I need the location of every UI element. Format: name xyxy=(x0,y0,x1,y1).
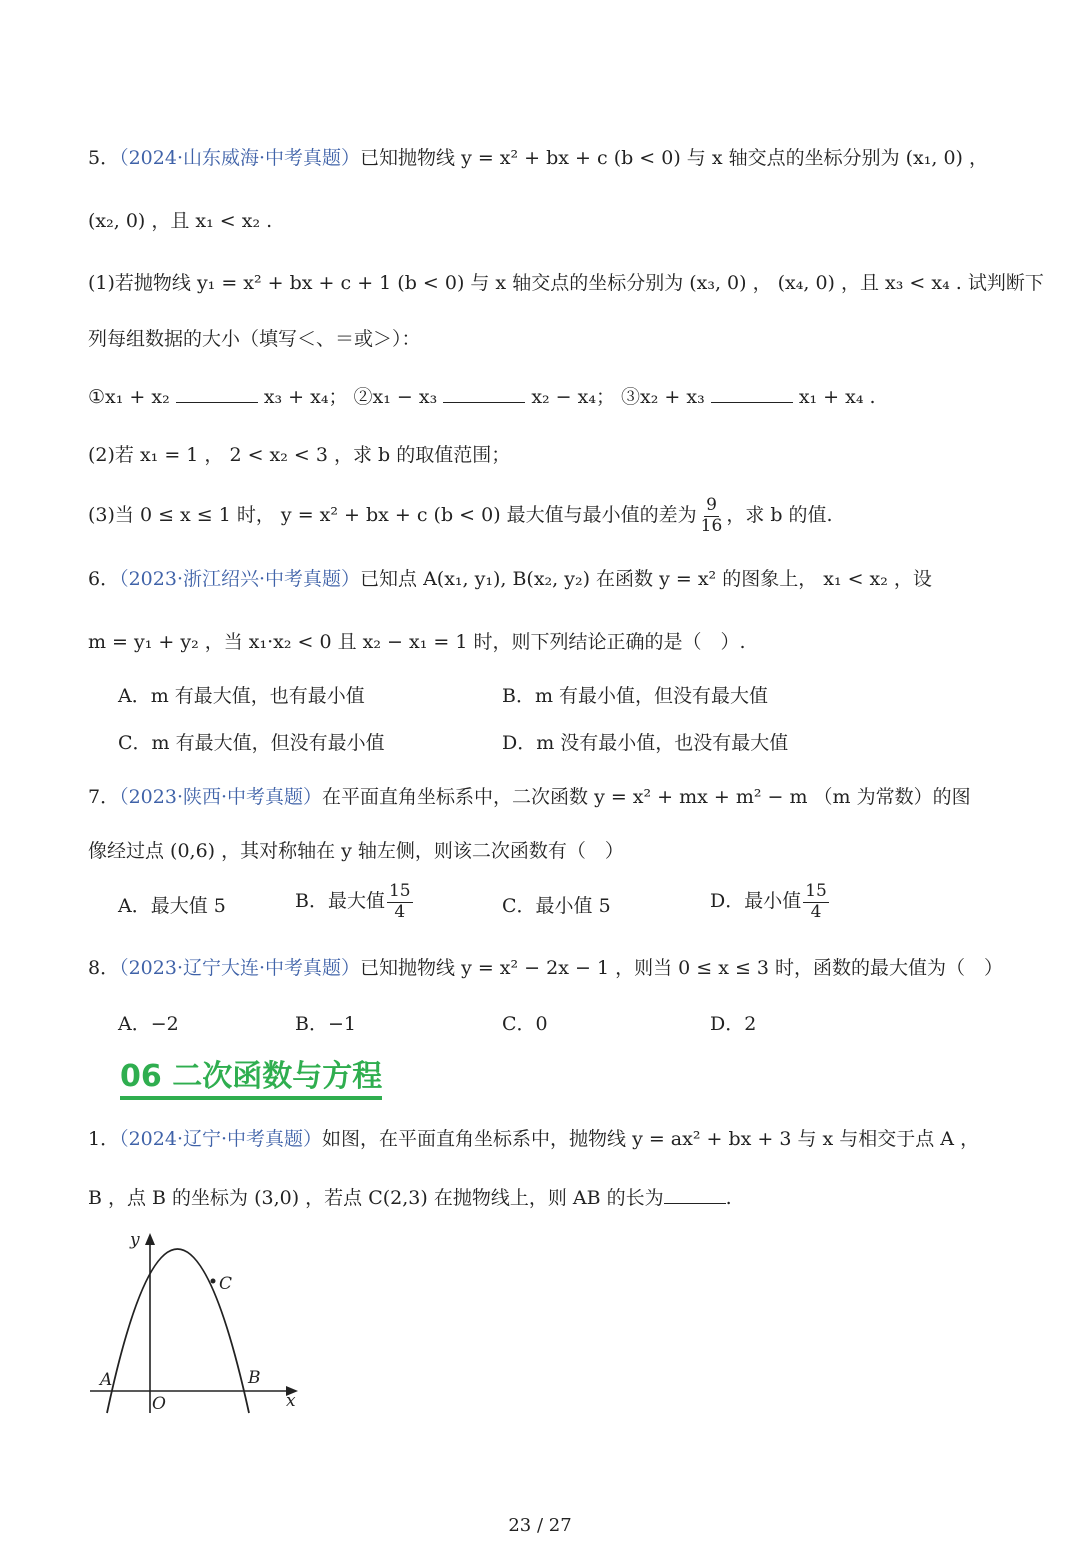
fraction-denominator: 4 xyxy=(810,901,822,922)
label-b: B xyxy=(248,1368,261,1388)
fraction-numerator: 9 xyxy=(706,495,717,515)
s1-number: 1． xyxy=(88,1128,120,1150)
item1-right: x₃ + x₄； xyxy=(263,386,348,408)
s1-source: （2024·辽宁·中考真题） xyxy=(119,1128,323,1150)
section-title: 06 二次函数与方程 xyxy=(120,1060,382,1100)
q8-option-a[interactable]: A．−2 xyxy=(118,1013,179,1035)
q5-line-1 xyxy=(88,147,988,170)
q6-option-b[interactable]: B．m 有最小值，但没有最大值 xyxy=(502,685,769,707)
q7-option-a[interactable]: A．最大值 5 xyxy=(118,895,226,917)
item3-mark: ③ xyxy=(621,386,641,408)
answer-blank-2[interactable] xyxy=(443,383,525,403)
q7-number: 7． xyxy=(88,786,120,808)
answer-blank[interactable] xyxy=(664,1184,726,1204)
label-y: y xyxy=(130,1230,140,1250)
y-axis-arrow xyxy=(145,1233,155,1245)
item1-left: x₁ + x₂ xyxy=(105,386,170,408)
q6-option-a[interactable]: A．m 有最大值，也有最小值 xyxy=(118,685,365,707)
q6-option-c[interactable]: C．m 有最大值，但没有最小值 xyxy=(118,732,385,754)
q7-option-d-label: D．最小值 xyxy=(710,890,802,913)
q5-stem-line1: 已知抛物线 y = x² + bx + c (b < 0) 与 x 轴交点的坐标分别为 (x₁, 0) ， xyxy=(360,147,989,169)
q8-line-1 xyxy=(88,957,1003,980)
q5-part3-text: (3)当 0 ≤ x ≤ 1 时， y = x² + bx + c (b < 0) 最大值与最小值的差为 xyxy=(88,504,697,527)
q6-stem-line1: 已知点 A(x₁, y₁), B(x₂, y₂) 在函数 y = x² 的图象上， x₁ < x₂ ，设 xyxy=(360,568,932,590)
answer-blank-1[interactable] xyxy=(176,383,258,403)
q8-number: 8． xyxy=(88,957,120,979)
q8-option-c[interactable]: C．0 xyxy=(502,1013,548,1035)
q6-line-2: m = y₁ + y₂ ，当 x₁·x₂ < 0 且 x₂ − x₁ = 1 时，则下列结论正确的是（ ）. xyxy=(88,631,746,653)
label-x: x xyxy=(286,1391,296,1411)
label-c: C xyxy=(219,1274,233,1294)
q7-option-d[interactable] xyxy=(710,882,831,922)
q7-line-2: 像经过点 (0,6) ，其对称轴在 y 轴左侧，则该二次函数有（ ） xyxy=(88,840,624,862)
q7-option-b[interactable] xyxy=(295,882,415,922)
fraction-numerator: 15 xyxy=(805,881,827,901)
fraction-denominator: 16 xyxy=(700,515,723,536)
parabola-graph xyxy=(80,1225,320,1425)
q7-line-1 xyxy=(88,786,971,809)
fraction-denominator: 4 xyxy=(394,901,406,922)
q8-stem-line1: 已知抛物线 y = x² − 2x − 1 ，则当 0 ≤ x ≤ 3 时，函数的最大值为（ ） xyxy=(360,957,1004,979)
page-number: 23 / 27 xyxy=(508,1515,572,1536)
q6-option-d[interactable]: D．m 没有最小值，也没有最大值 xyxy=(502,732,789,754)
answer-blank-3[interactable] xyxy=(711,383,793,403)
q7-stem-line1: 在平面直角坐标系中，二次函数 y = x² + mx + m² − m （m 为常数）的图 xyxy=(322,786,971,808)
q5-line-2: (x₂, 0) ，且 x₁ < x₂ . xyxy=(88,210,273,232)
q7-source: （2023·陕西·中考真题） xyxy=(119,786,323,808)
q6-number: 6． xyxy=(88,568,120,590)
s1-stem-line2: B ，点 B 的坐标为 (3,0) ，若点 C(2,3) 在抛物线上，则 AB 的长为 xyxy=(88,1187,664,1209)
label-a: A xyxy=(100,1370,113,1390)
q5-part1-line2: 列每组数据的大小（填写＜、＝或＞）： xyxy=(88,328,421,350)
label-origin: O xyxy=(152,1394,166,1414)
q5-source: （2024·山东威海·中考真题） xyxy=(119,147,361,169)
item1-mark: ① xyxy=(88,386,106,408)
item2-left: x₁ − x₃ xyxy=(372,386,438,408)
fraction xyxy=(387,882,413,922)
item3-right: x₁ + x₄ . xyxy=(798,386,876,408)
q7-option-b-label: B．最大值 xyxy=(295,890,385,913)
s1-stem-line1: 如图，在平面直角坐标系中，抛物线 y = ax² + bx + 3 与 x 与相交于点 A ， xyxy=(322,1128,980,1150)
q5-number: 5． xyxy=(88,147,120,169)
item2-mark: ② xyxy=(353,386,373,408)
q5-part3-end: ，求 b 的值. xyxy=(726,504,833,527)
fraction xyxy=(699,496,725,536)
point-c xyxy=(211,1279,216,1284)
fraction xyxy=(803,882,829,922)
q5-part1-line1: (1)若抛物线 y₁ = x² + bx + c + 1 (b < 0) 与 x 轴交点的坐标分别为 (x₃, 0) ， (x₄, 0) ，且 x₃ < x₄ . 试判断下 xyxy=(88,272,1044,294)
q5-part1-items xyxy=(88,383,876,409)
q8-option-d[interactable]: D．2 xyxy=(710,1013,757,1035)
q5-part3 xyxy=(88,496,833,536)
s1-line-2 xyxy=(88,1184,732,1210)
item3-left: x₂ + x₃ xyxy=(640,386,705,408)
q6-line-1 xyxy=(88,568,932,591)
s1-line-1 xyxy=(88,1128,979,1151)
s1-stem-end: . xyxy=(725,1187,732,1209)
item2-right: x₂ − x₄； xyxy=(531,386,615,408)
q8-source: （2023·辽宁大连·中考真题） xyxy=(119,957,361,979)
q8-option-b[interactable]: B．−1 xyxy=(295,1013,356,1035)
q5-part2: (2)若 x₁ = 1 ， 2 < x₂ < 3 ，求 b 的取值范围； xyxy=(88,444,511,466)
q7-option-c[interactable]: C．最小值 5 xyxy=(502,895,611,917)
fraction-numerator: 15 xyxy=(388,881,411,901)
q6-source: （2023·浙江绍兴·中考真题） xyxy=(119,568,361,590)
